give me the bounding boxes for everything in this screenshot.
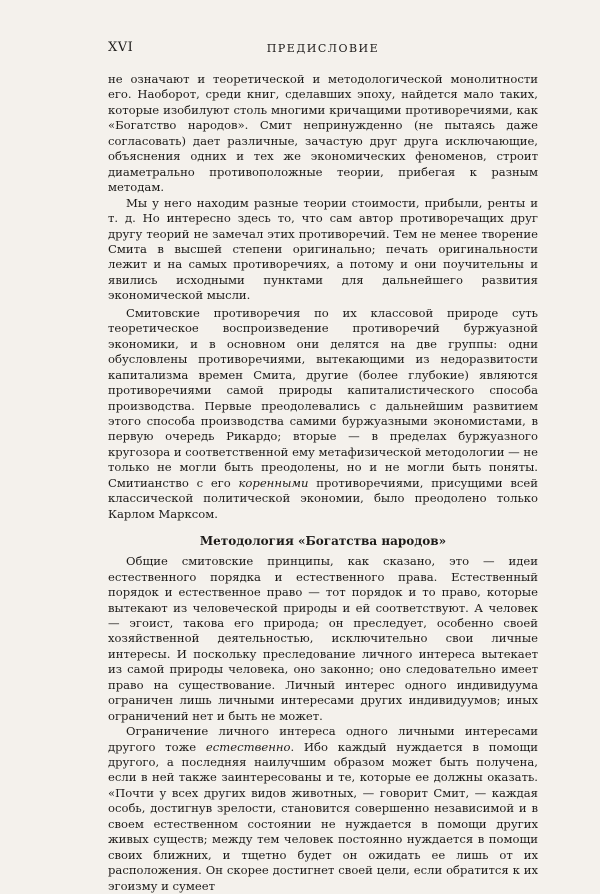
paragraph (108, 72, 538, 196)
paragraph-text: Ограничение личного интереса одного личными интересами другого тоже (108, 724, 538, 754)
running-title: ПРЕДИСЛОВИЕ (266, 42, 380, 55)
paragraph-text: не означают и теоретической и методологической монолитности его. Наоборот, среди книг, сделавших эпоху, найдется мало таких, которые изобилуют столь многими кричащими противоречиями, как «Богатство народов». Смит непринужденно (не пытаясь даже согласовать) дает различные, зачастую друг друга исключающие, объяснения одних и тех же экономических феноменов, строит диаметрально противоположные теории, прибегая к разным методам. (108, 72, 538, 195)
section-heading: Методология «Богатства народов» (199, 534, 447, 549)
paragraph-text: . Ибо каждый нуждается в помощи другого, а последняя наилучшим образом может быть получена, если в ней также заинтересованы и те, которые ее должны оказать. «Почти у всех других видов животных, — говорит Смит, — каждая особь, достигнув зрелости, становится совершенно независимой и в своем естественном состоянии не нуждается в помощи других живых существ; между тем человек постоянно нуждается в помощи своих ближних, и тщетно будет он ожидать ее лишь от их расположения. Он скорее достигнет своей цели, если обратится к их эгоизму и сумеет (108, 739, 538, 893)
paragraph-text: противоречиями, присущими всей классической политической экономии, было преодолено только Карлом Марксом. (108, 475, 538, 521)
paragraph-text: Смитовские противоречия по их классовой природе суть теоретическое воспроизведение противоречий буржуазной экономики, и в основном они делятся на две группы: одни обусловлены противоречиями, вытекающими из недоразвитости капитализма времен Смита, другие (более глубокие) являются противоречиями самой природы капиталистического способа производства. Первые преодолевались с дальнейшим развитием этого способа производства самими буржуазными экономистами, в первую очередь Рикардо; вторые — в пределах буржуазного кругозора и соответственной ему метафизической методологии — не только не могли быть преодолены, но и не могли быть поняты. Смитианство с его (108, 305, 539, 490)
paragraph-text: Мы у него находим разные теории стоимости, прибыли, ренты и т. д. Но интересно здесь то, что сам автор противоречащих друг другу теорий не замечал этих противоречий. Тем не менее творение Смита в высшей степени оригинально; печать оригинальности лежит и на самых противоречиях, а потому и они поучительны и явились исходными пунктами для дальнейшего развития экономической мысли. (108, 195, 538, 303)
paragraph (108, 306, 538, 522)
paragraph-text: Общие смитовские принципы, как сказано, это — идеи естественного порядка и естественного права. Естественный порядок и естественное право — тот порядок и то право, которые вытекают из человеческой природы и ей соответствуют. А человек — эгоист, такова его природа; он преследует, особенно своей хозяйственной деятельностью, исключительно свои личные интересы. И поскольку преследование личного интереса вытекает из самой природы человека, оно законно; оно следовательно имеет право на существование. Личный интерес одного индивидуума ограничен лишь личными интересами других индивидуумов; иных ограничений нет и быть не может. (108, 554, 538, 723)
page-number: XVI (108, 40, 134, 55)
paragraph (108, 196, 538, 304)
paragraph (108, 554, 538, 724)
page-header (108, 40, 538, 58)
body-text (108, 72, 538, 894)
emphasis: коренными (238, 475, 309, 490)
emphasis: естественно (205, 739, 291, 754)
